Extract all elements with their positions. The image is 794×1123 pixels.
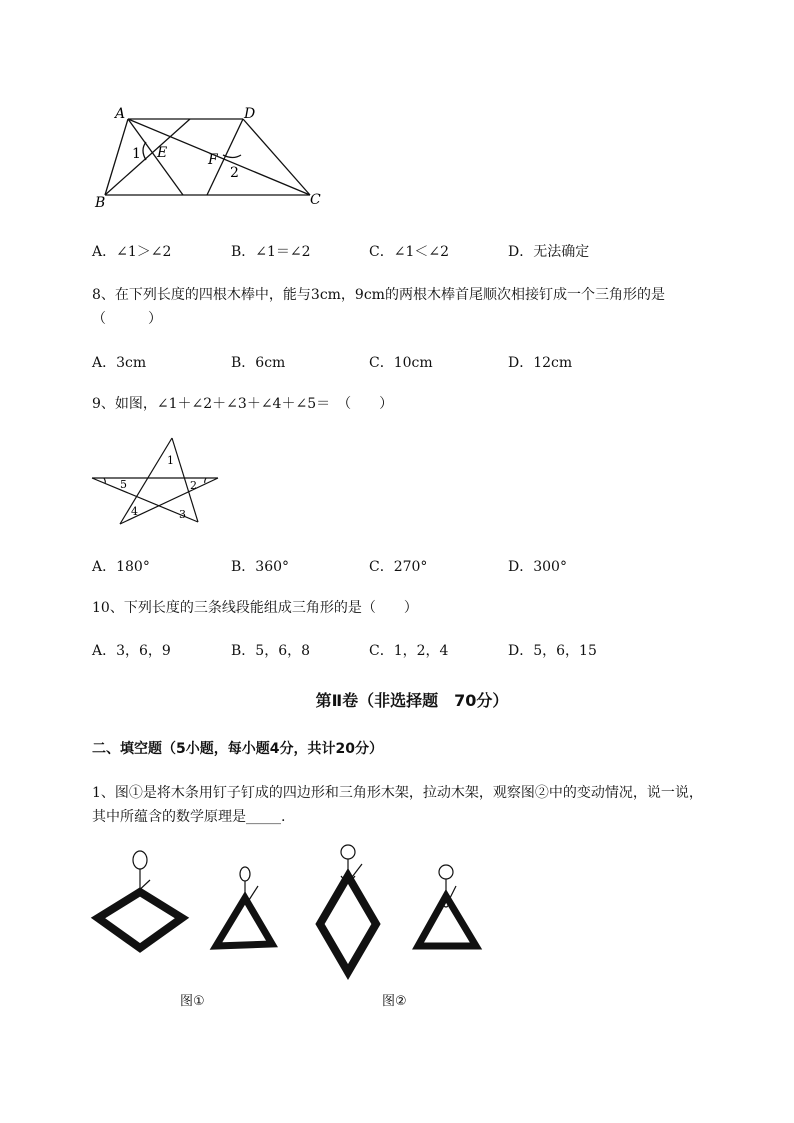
fill1-line1: 1、图①是将木条用钉子钉成的四边形和三角形木架，拉动木架，观察图②中的变动情况，说一说， (92, 785, 703, 801)
star-label-4: 4 (131, 505, 138, 518)
triangle-frame-2 (418, 865, 476, 946)
q7-option-a[interactable]: A．∠1＞∠2 (92, 244, 172, 260)
star-label-1: 1 (167, 454, 174, 467)
figure-2-caption: 图② (382, 994, 407, 1009)
q10-option-c[interactable]: C．1，2，4 (369, 643, 449, 659)
q9-option-a[interactable]: A．180° (92, 559, 150, 575)
star-figure (88, 432, 228, 532)
fill1-line2: 其中所蕴含的数学原理是_____. (92, 809, 286, 825)
star-label-2: 2 (190, 479, 197, 492)
q10-option-a[interactable]: A．3，6，9 (92, 643, 171, 659)
q8-option-d[interactable]: D．12cm (508, 355, 573, 371)
q10-stem: 10、下列长度的三条线段能组成三角形的是（ ） (92, 600, 418, 616)
q9-option-c[interactable]: C．270° (369, 559, 428, 575)
figure-1-caption: 图① (180, 994, 205, 1009)
q7-option-c[interactable]: C．∠1＜∠2 (369, 244, 449, 260)
q8-stem: 8、在下列长度的四根木棒中，能与3cm，9cm的两根木棒首尾顺次相接钉成一个三角形的是 (92, 287, 665, 303)
q10-option-d[interactable]: D．5，6，15 (508, 643, 597, 659)
q7-option-d[interactable]: D．无法确定 (508, 244, 590, 260)
q8-option-c[interactable]: C．10cm (369, 355, 433, 371)
part-ii-title: 第Ⅱ卷（非选择题 70分） (315, 691, 509, 710)
label-C: C (310, 192, 321, 208)
q9-option-d[interactable]: D．300° (508, 559, 567, 575)
parallelogram-figure (90, 100, 340, 215)
fill-in-section-heading: 二、填空题（5小题，每小题4分，共计20分） (92, 741, 383, 757)
q7-option-b[interactable]: B．∠1＝∠2 (231, 244, 311, 260)
wooden-frames-figure (88, 840, 498, 985)
q8-option-a[interactable]: A．3cm (92, 355, 147, 371)
q9-option-b[interactable]: B．360° (231, 559, 290, 575)
label-A: A (115, 106, 126, 122)
label-angle1: 1 (132, 146, 141, 162)
quad-frame-1 (98, 851, 182, 948)
q9-stem: 9、如图，∠1＋∠2＋∠3＋∠4＋∠5＝ （ ） (92, 396, 394, 412)
quad-frame-2 (320, 845, 376, 972)
star-label-3: 3 (179, 508, 186, 521)
star-label-5: 5 (120, 478, 127, 491)
triangle-frame-1 (216, 867, 272, 946)
label-E: E (157, 145, 168, 161)
label-B: B (95, 195, 106, 211)
q10-option-b[interactable]: B．5，6，8 (231, 643, 311, 659)
q8-blank: （ ） (92, 311, 162, 327)
label-angle2: 2 (230, 165, 239, 181)
label-F: F (208, 152, 218, 168)
q8-option-b[interactable]: B．6cm (231, 355, 286, 371)
label-D: D (244, 106, 256, 122)
